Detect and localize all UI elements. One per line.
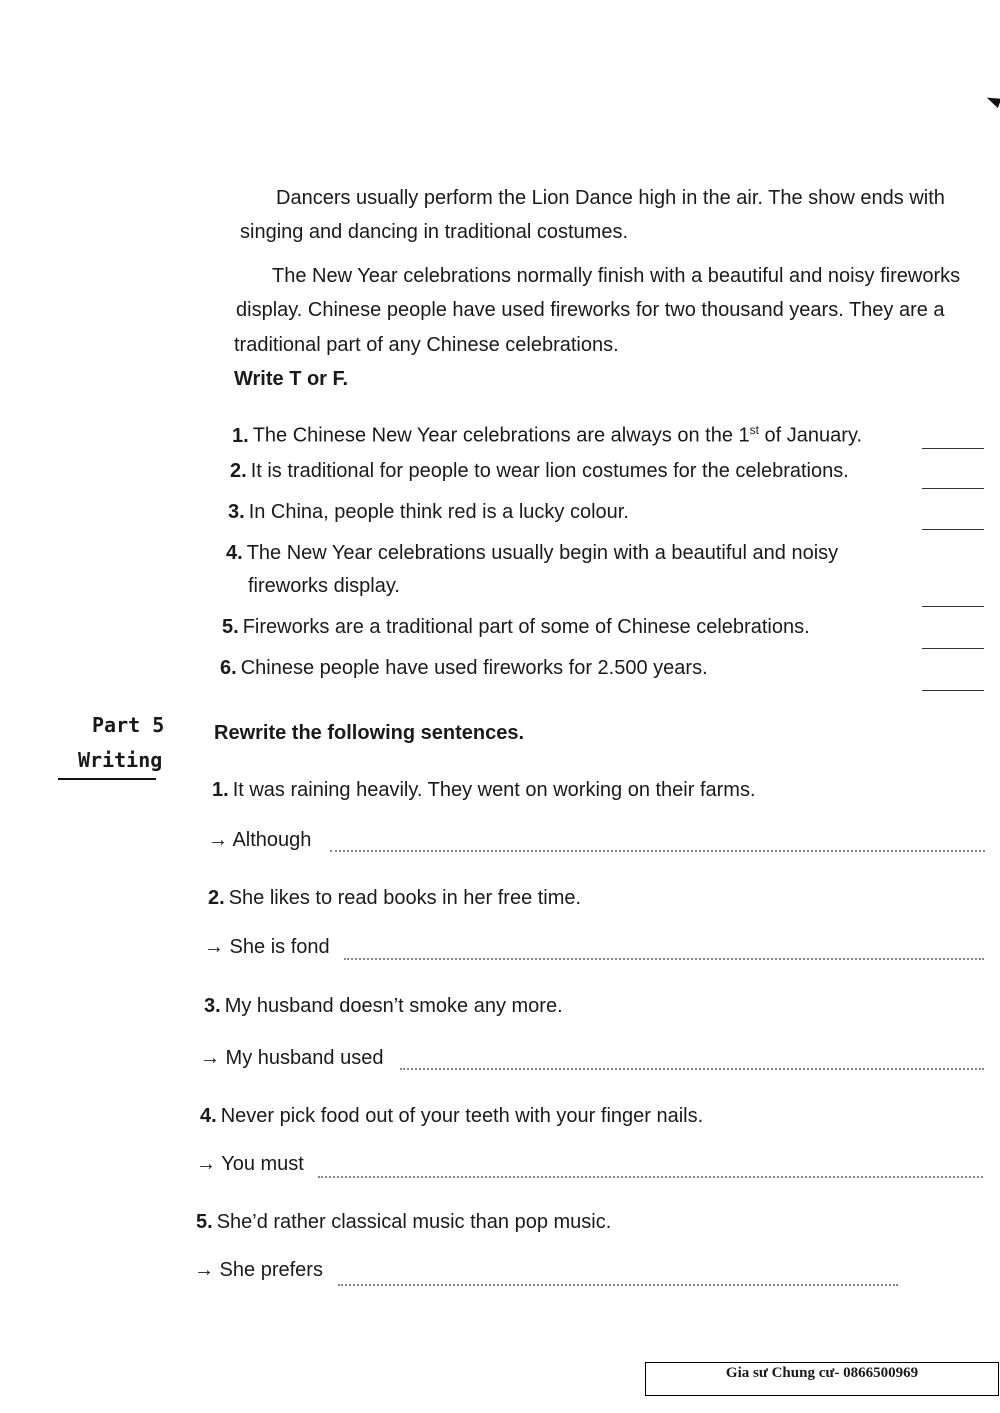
- tf-item-text: It is traditional for people to wear lion costumes for the celebrations.: [250, 460, 849, 482]
- passage-para2-line2: display. Chinese people have used fireworks for two thousand years. They are a: [236, 299, 945, 321]
- tf-item-text: Fireworks are a traditional part of some of Chinese celebrations.: [242, 616, 810, 638]
- tf-item-number: 6.: [220, 657, 237, 679]
- answer-line-4[interactable]: [318, 1176, 983, 1178]
- tf-item-text: In China, people think red is a lucky colour.: [248, 501, 629, 523]
- section-label-underline: [58, 778, 156, 780]
- rewrite-prompt-1: → Although: [208, 829, 312, 851]
- rewrite-item-2: [208, 880, 581, 916]
- answer-line-1[interactable]: [330, 850, 985, 852]
- rewrite-prompt-4: → You must: [196, 1153, 304, 1175]
- rewrite-sentence: My husband doesn’t smoke any more.: [224, 995, 563, 1017]
- rewrite-sentence: She’d rather classical music than pop music.: [216, 1211, 612, 1233]
- passage-para1-line2: singing and dancing in traditional costumes.: [240, 221, 629, 243]
- tf-item-4-line2: fireworks display.: [248, 575, 400, 597]
- tf-instruction: Write T or F.: [234, 368, 349, 390]
- footer-text: Gia sư Chung cư- 0866500969: [725, 1365, 919, 1381]
- rewrite-sentence: It was raining heavily. They went on working on their farms.: [232, 779, 756, 801]
- corner-arrow-mark: [985, 94, 1000, 108]
- tf-answer-blank-5[interactable]: [922, 648, 984, 649]
- rewrite-item-number: 4.: [200, 1105, 217, 1127]
- tf-item-number: 3.: [228, 501, 245, 523]
- tf-item-3: [228, 494, 629, 530]
- tf-item-number: 4.: [226, 542, 243, 564]
- tf-item-text: Chinese people have used fireworks for 2.500 years.: [240, 657, 708, 679]
- tf-answer-blank-4[interactable]: [922, 606, 984, 607]
- rewrite-prompt-5: → She prefers: [194, 1259, 323, 1281]
- tf-answer-blank-6[interactable]: [922, 690, 984, 691]
- rewrite-prompt-3: → My husband used: [200, 1047, 384, 1069]
- passage-para2-line1: The New Year celebrations normally finish with a beautiful and noisy fireworks: [272, 265, 961, 287]
- rewrite-sentence: Never pick food out of your teeth with your finger nails.: [220, 1105, 704, 1127]
- rewrite-prompt-2: → She is fond: [204, 936, 330, 958]
- tf-answer-blank-1[interactable]: [922, 448, 984, 449]
- passage-para2-line3: traditional part of any Chinese celebrations.: [234, 334, 619, 356]
- tf-item-text: The New Year celebrations usually begin with a beautiful and noisy: [246, 542, 839, 564]
- passage-para1-line1: Dancers usually perform the Lion Dance high in the air. The show ends with: [276, 187, 945, 209]
- rewrite-item-number: 5.: [196, 1211, 213, 1233]
- rewrite-instruction: Rewrite the following sentences.: [214, 722, 525, 744]
- tf-item-text-end: of January.: [759, 424, 863, 447]
- tf-item-number: 1.: [232, 424, 249, 447]
- answer-line-3[interactable]: [400, 1068, 984, 1070]
- tf-item-4: [226, 535, 838, 571]
- rewrite-item-3: [204, 988, 563, 1024]
- rewrite-sentence: She likes to read books in her free time.: [228, 887, 582, 909]
- answer-line-5[interactable]: [338, 1284, 898, 1286]
- footer-box: [645, 1362, 999, 1396]
- rewrite-item-number: 1.: [212, 779, 229, 801]
- tf-item-5: [222, 609, 810, 645]
- tf-item-2: [230, 453, 849, 489]
- tf-item-number: 2.: [230, 460, 247, 482]
- rewrite-item-4: [200, 1098, 703, 1134]
- section-label: Writing: [78, 748, 163, 772]
- tf-item-text: The Chinese New Year celebrations are always on the 1: [252, 424, 750, 447]
- answer-line-2[interactable]: [344, 958, 984, 960]
- rewrite-item-1: [212, 772, 756, 808]
- tf-answer-blank-3[interactable]: [922, 529, 984, 530]
- tf-answer-blank-2[interactable]: [922, 488, 984, 489]
- tf-item-6: [220, 650, 708, 686]
- rewrite-item-5: [196, 1204, 611, 1240]
- tf-item-1: [232, 412, 862, 454]
- rewrite-item-number: 2.: [208, 887, 225, 909]
- tf-item-superscript: st: [749, 423, 759, 437]
- part-label: Part 5: [92, 713, 165, 737]
- tf-item-number: 5.: [222, 616, 239, 638]
- rewrite-item-number: 3.: [204, 995, 221, 1017]
